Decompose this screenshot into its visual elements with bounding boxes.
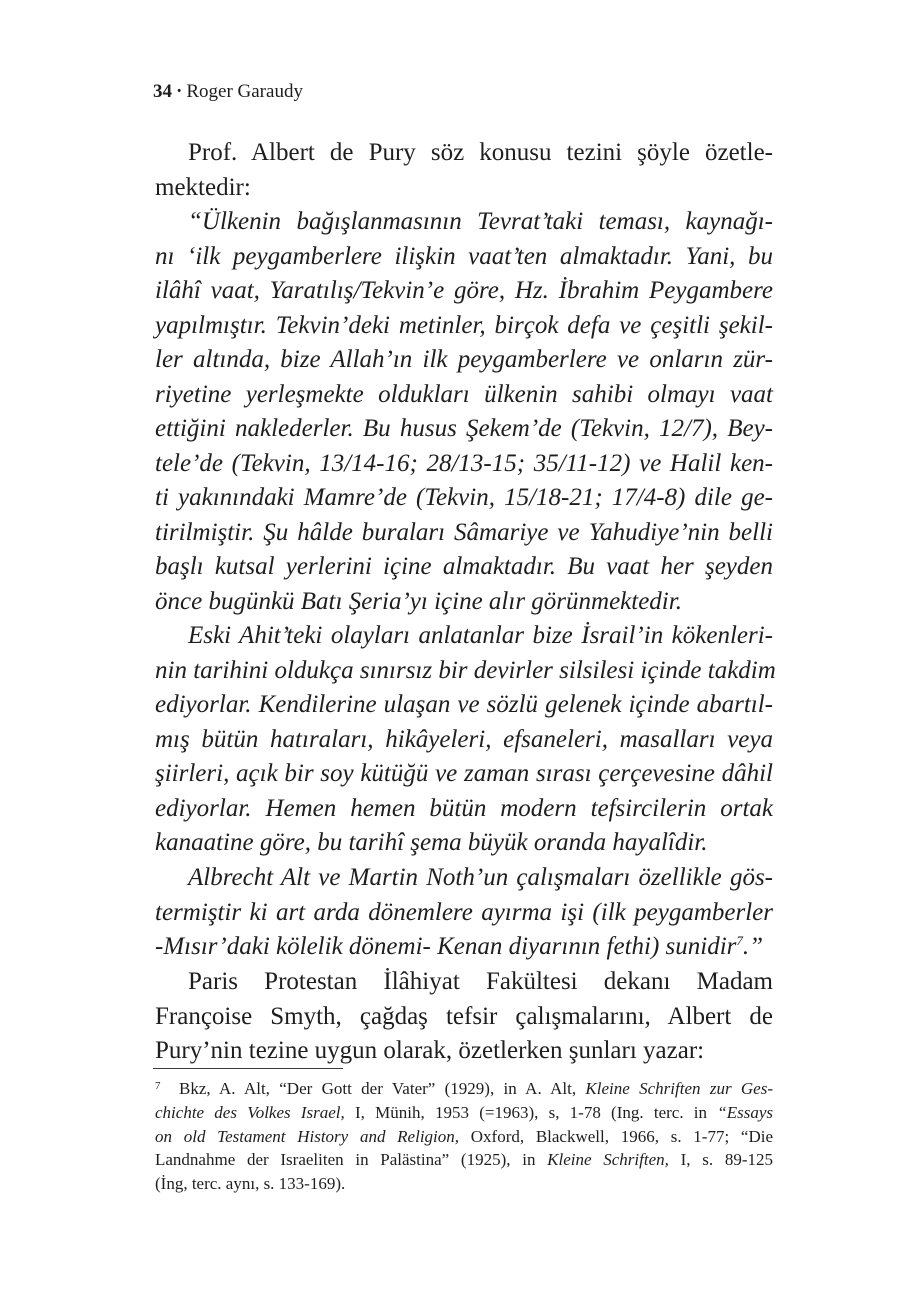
footnote-title: “Essays xyxy=(717,1102,773,1122)
running-header xyxy=(153,80,303,104)
footnote-rule xyxy=(153,1068,343,1069)
quote-line: kanaatine göre, bu tarihî şema büyük oranda hayalîdir. xyxy=(155,829,708,856)
quote-line: Albrecht Alt ve Martin Noth’un çalışmaları özellikle gös- xyxy=(188,864,773,891)
footnote-line xyxy=(155,1101,773,1125)
footnote-text: Landnahme der Israeliten in Palästina” (1925), in xyxy=(155,1150,548,1170)
quote-paragraph-2 xyxy=(155,619,776,861)
header-separator: · xyxy=(176,81,183,102)
quote-line: ler altında, bize Allah’ın ilk peygamberlere ve onların zür- xyxy=(155,346,773,373)
header-author: Roger Garaudy xyxy=(186,81,303,102)
footnote-text: Bkz, A. Alt, “Der Gott der Vater” (1929), in A. Alt, xyxy=(179,1079,586,1098)
quote-paragraph-3 xyxy=(155,861,773,965)
footnote-title: on old Testament History and Religion, xyxy=(155,1126,460,1146)
footnote-line xyxy=(155,1148,773,1172)
quote-line: tirilmiştir. Şu hâlde buraları Sâmariye ve Yahudiye’nin belli xyxy=(155,518,773,546)
quote-line xyxy=(155,930,773,965)
paragraph-intro xyxy=(155,136,773,205)
paragraph-smyth xyxy=(155,965,773,1069)
page-number: 34 xyxy=(153,81,172,102)
footnote-title: chichte des Volkes Israel, xyxy=(155,1102,345,1122)
quote-close: .” xyxy=(742,933,764,960)
quote-line: “Ülkenin bağışlanmasının Tevrat’taki teması, kaynağı- xyxy=(188,208,773,235)
quote-line: nin tarihini oldukça sınırsız bir devirler silsilesi içinde takdim xyxy=(155,656,776,684)
quote-line: şiirleri, açık bir soy kütüğü ve zaman sırası çerçevesine dâhil xyxy=(155,760,773,787)
quote-line: ediyorlar. Kendilerine ulaşan ve sözlü gelenek içinde abartıl- xyxy=(155,691,773,718)
quote-line: tele’de (Tekvin, 13/14-16; 28/13-15; 35/11-12) ve Halil ken- xyxy=(155,449,773,477)
quote-line: mış bütün hatıraları, hikâyeleri, efsaneleri, masalları veya xyxy=(155,725,773,753)
quote-line: ettiğini naklederler. Bu husus Şekem’de (Tekvin, 12/7), Bey- xyxy=(155,415,773,442)
footnote-line xyxy=(155,1125,773,1149)
footnote-marker: 7 xyxy=(155,1080,161,1092)
footnote-line xyxy=(155,1077,773,1101)
text-line: mektedir: xyxy=(155,173,251,201)
footnote-text: I, Münih, 1953 (=1963), s, 1-78 (Ing. terc. in xyxy=(344,1102,718,1122)
quote-line: ti yakınındaki Mamre’de (Tekvin, 15/18-21; 17/4-8) dile ge- xyxy=(155,484,773,511)
quote-line: başlı kutsal yerlerini içine almaktadır. Bu vaat her şeyden xyxy=(155,553,773,580)
footnote-text: I, s. 89-125 xyxy=(668,1150,773,1170)
quote-line: ilâhî vaat, Yaratılış/Tekvin’e göre, Hz. İbrahim Peygambere xyxy=(155,277,773,304)
footnote xyxy=(155,1077,773,1196)
quote-paragraph-1 xyxy=(155,205,773,619)
footnote-reference[interactable]: 7 xyxy=(736,933,743,948)
quote-line: termiştir ki art arda dönemlere ayırma işi (ilk peygamberler xyxy=(155,898,773,926)
text-line: Pury’nin tezine uygun olarak, özetlerken şunları yazar: xyxy=(155,1037,705,1064)
text-line: Prof. Albert de Pury söz konusu tezini şöyle özetle- xyxy=(188,139,773,166)
quote-line: yapılmıştır. Tekvin’deki metinler, birçok defa ve çeşitli şekil- xyxy=(155,311,773,339)
text-line: Paris Protestan İlâhiyat Fakültesi dekanı Madam xyxy=(188,968,773,995)
quote-line: riyetine yerleşmekte oldukları ülkenin sahibi olmayı vaat xyxy=(155,380,773,408)
quote-line: Eski Ahit’teki olayları anlatanlar bize İsrail’in kökenleri- xyxy=(188,622,773,649)
footnote-title: Kleine Schriften, xyxy=(547,1150,669,1170)
footnote-text: Oxford, Blackwell, 1966, s. 1-77; “Die xyxy=(459,1126,773,1146)
quote-last-text: -Mısır’daki kölelik dönemi- Kenan diyarının fethi) sunidir xyxy=(155,933,737,960)
quote-line: ediyorlar. Hemen hemen bütün modern tefsircilerin ortak xyxy=(155,794,773,822)
quote-line: nı ‘ilk peygamberlere ilişkin vaat’ten almaktadır. Yani, bu xyxy=(155,242,773,270)
footnote-title: Kleine Schriften zur Ges- xyxy=(585,1079,773,1098)
footnote-line: (İng, terc. aynı, s. 133-169). xyxy=(155,1174,346,1194)
quote-line: önce bugünkü Batı Şeria’yı içine alır görünmektedir. xyxy=(155,587,682,615)
text-line: Françoise Smyth, çağdaş tefsir çalışmalarını, Albert de xyxy=(155,1002,773,1030)
